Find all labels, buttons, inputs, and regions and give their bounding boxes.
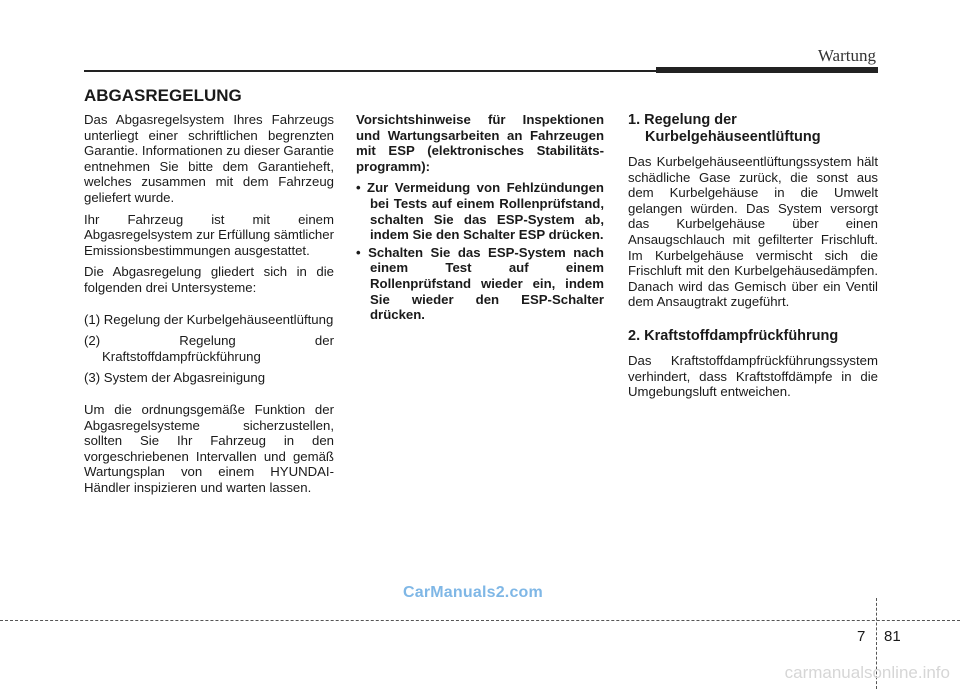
paragraph-fuel-vapor: Das Kraftstoffdampfrückführungssystem verhindert, dass Kraftstoffdämpfe in die Umgebungsluft entweichen. xyxy=(628,352,878,400)
paragraph-maintenance: Um die ordnungsgemäße Funktion der Abgasregelsysteme sicherzustellen, sollten Sie Ihr Fahrzeug in den vorgeschriebenen Intervallen und gemäß Wartungsplan von einem HYUNDAI-Händler inspizieren und warten lassen. xyxy=(84,401,334,495)
esp-intro: Vorsichtshinweise für Inspektionen und Wartungsarbeiten an Fahrzeugen mit ESP (elektronisches Stabilitäts-programm): xyxy=(356,112,604,174)
subsystem-item-1: (1) Regelung der Kurbelgehäuseentlüftung xyxy=(84,311,334,327)
heading-crankcase-rest: Kurbelgehäuseentlüftung xyxy=(645,129,821,145)
column-esp-notes xyxy=(356,112,604,325)
paragraph-warranty: Das Abgasregelsystem Ihres Fahrzeugs unterliegt einer schriftlichen begrenzten Garantie. Informationen zu dieser Garantie entnehmen Sie bitte dem Garantieheft, welches zusammen mit dem Fahrzeug geliefert wurde. xyxy=(84,112,334,205)
header-rule-accent xyxy=(656,67,878,73)
header-rule xyxy=(84,70,656,72)
section-label: Wartung xyxy=(817,46,876,65)
esp-bullet-2: • Schalten Sie das ESP-System nach einem Test auf einem Rollenprüfstand wieder ein, indem Sie wieder den ESP-Schalter drücken. xyxy=(356,244,604,323)
paragraph-equipment: Ihr Fahrzeug ist mit einem Abgasregelsystem zur Erfüllung sämtlicher Emissionsbestimmungen ausgestattet. xyxy=(84,211,334,258)
subsystem-item-2: (2) Regelung der Kraftstoffdampfrückführung xyxy=(84,333,334,364)
subsystem-item-3: (3) System der Abgasreinigung xyxy=(84,370,266,386)
page-title: ABGASREGELUNG xyxy=(84,86,242,105)
paragraph-subsystems: Die Abgasregelung gliedert sich in die folgenden drei Untersysteme: xyxy=(84,264,334,295)
watermark-link[interactable]: CarManuals2.com xyxy=(403,584,543,601)
chapter-number: 7 xyxy=(857,628,866,645)
heading-fuel-vapor: 2. Kraftstoffdampfrückführung xyxy=(628,327,839,344)
esp-bullet-1: • Zur Vermeidung von Fehlzündungen bei Tests auf einem Rollenprüfstand, schalten Sie das ESP-System ab, indem Sie den Schalter ESP drücken. xyxy=(356,180,604,243)
page-number: 81 xyxy=(884,628,901,645)
paragraph-crankcase: Das Kurbelgehäuseentlüftungssystem hält schädliche Gase zurück, die sonst aus dem Kurbelgehäuse in die Umwelt gelangen würden. Das System versorgt das Kurbelgehäuse über einen Ansaugschlauch mit gefilterter Frischluft. Im Kurbelgehäuse vermischt sich die Frischluft mit den Kurbelgehäusedämpfen. Danach wird das Gemisch über ein Ventil dem Ansaugtrakt zugeführt. xyxy=(628,154,878,310)
footer-divider xyxy=(0,620,960,621)
heading-crankcase xyxy=(628,112,878,146)
column-intro xyxy=(84,112,334,501)
column-subsystems xyxy=(628,112,878,418)
footer-site-watermark: carmanualsonline.info xyxy=(784,663,950,682)
heading-crankcase-num: 1. Regelung der xyxy=(628,112,737,128)
